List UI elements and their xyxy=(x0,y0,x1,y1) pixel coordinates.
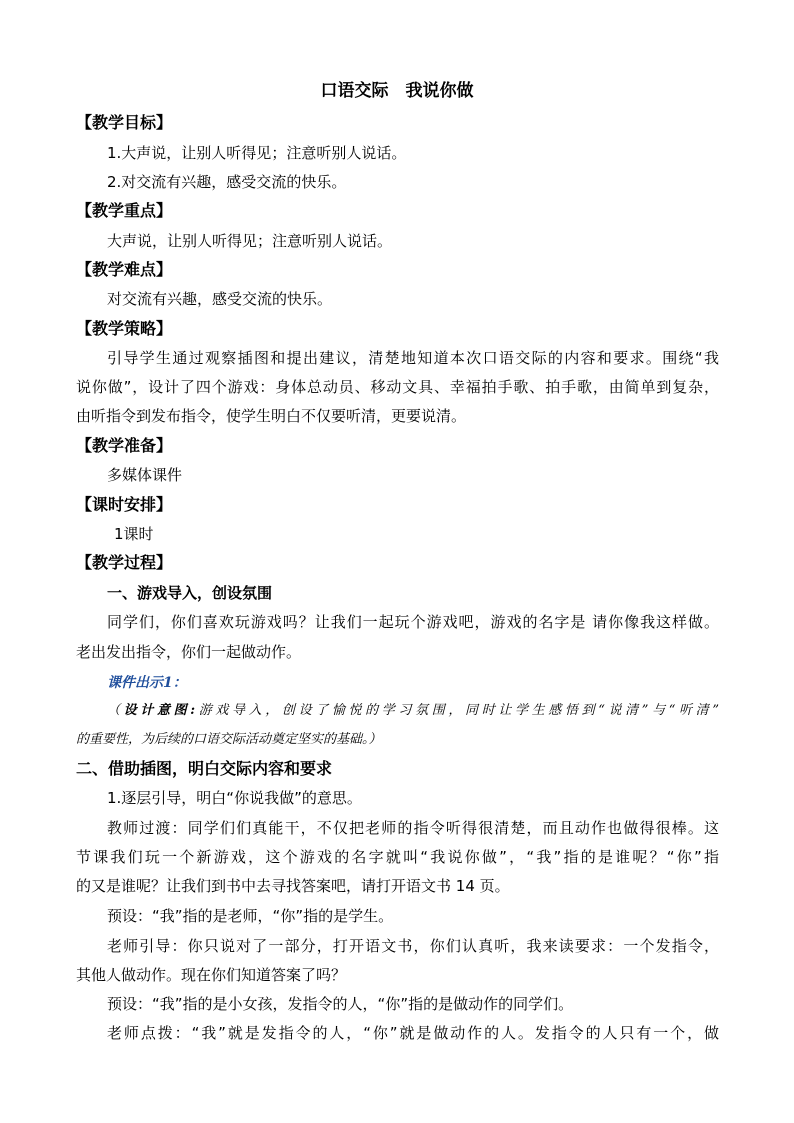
transition-line-2: 节课我们玩一个新游戏，这个游戏的名字就叫“我说你做”，“我”指的是谁呢？“你”指 xyxy=(76,848,719,866)
goals-heading: 【教学目标】 xyxy=(76,113,173,132)
note-open-paren: （ xyxy=(107,703,124,718)
strategy-line-2: 说你做”，设计了四个游戏：身体总动员、移动文具、幸福拍手歌、拍手歌，由简单到复杂， xyxy=(76,378,719,396)
difficulty-heading: 【教学难点】 xyxy=(76,260,173,279)
difficulty-text: 对交流有兴趣，感受交流的快乐。 xyxy=(107,290,333,308)
transition-line-3: 的又是谁呢？让我们到书中去寻找答案吧，请打开语文书 14 页。 xyxy=(76,877,510,895)
design-note-line-2: 的重要性，为后续的口语交际活动奠定坚实的基础。） xyxy=(76,732,382,747)
note-label: 设计意图: xyxy=(123,703,196,718)
transition-line-1: 教师过渡：同学们们真能干，不仅把老师的指令听得很清楚，而且动作也做得很棒。这 xyxy=(107,819,719,837)
key-text: 大声说，让别人听得见；注意听别人说话。 xyxy=(107,232,393,250)
part1-heading: 一、游戏导入，创设氛围 xyxy=(107,584,273,602)
design-note-line-1 xyxy=(107,700,719,722)
key-heading: 【教学重点】 xyxy=(76,201,173,220)
part2-sub1: 1.逐层引导，明白“你说我做”的意思。 xyxy=(107,789,362,807)
goal-item-1: 1.大声说，让别人听得见；注意听别人说话。 xyxy=(107,144,407,162)
strategy-line-3: 由听指令到发布指令，使学生明白不仅要听清，更要说清。 xyxy=(76,407,467,425)
guide-line-1: 老师引导：你只说对了一部分，打开语文书，你们认真听，我来读要求：一个发指令， xyxy=(107,937,719,955)
schedule-text: 1课时 xyxy=(114,525,154,543)
part1-line-1: 同学们，你们喜欢玩游戏吗？让我们一起玩个游戏吧，游戏的名字是 请你像我这样做。 xyxy=(107,613,719,631)
prep-heading: 【教学准备】 xyxy=(76,436,173,455)
process-heading: 【教学过程】 xyxy=(76,553,173,572)
strategy-line-1: 引导学生通过观察插图和提出建议，清楚地知道本次口语交际的内容和要求。围绕“我 xyxy=(107,349,719,367)
schedule-heading: 【课时安排】 xyxy=(76,495,173,514)
point-line-1: 老师点拨：“我”就是发指令的人，“你”就是做动作的人。发指令的人只有一个，做 xyxy=(107,1024,719,1042)
courseware-label: 课件出示1： xyxy=(107,675,187,691)
page-title: 口语交际 我说你做 xyxy=(320,81,474,101)
goal-item-2: 2.对交流有兴趣，感受交流的快乐。 xyxy=(107,173,347,191)
guide-line-2: 其他人做动作。现在你们知道答案了吗？ xyxy=(76,966,347,984)
part1-line-2: 老出发出指令，你们一起做动作。 xyxy=(76,643,302,661)
strategy-heading: 【教学策略】 xyxy=(76,319,173,338)
part2-heading: 二、借助插图，明白交际内容和要求 xyxy=(76,759,333,778)
preset-1: 预设：“我”指的是老师，“你”指的是学生。 xyxy=(107,907,394,925)
prep-text: 多媒体课件 xyxy=(107,466,183,484)
note-text-1: 游戏导入，创设了愉悦的学习氛围，同时让学生感悟到“说清”与“听清” xyxy=(195,703,719,718)
preset-2: 预设：“我”指的是小女孩，发指令的人，“你”指的是做动作的同学们。 xyxy=(107,995,574,1013)
